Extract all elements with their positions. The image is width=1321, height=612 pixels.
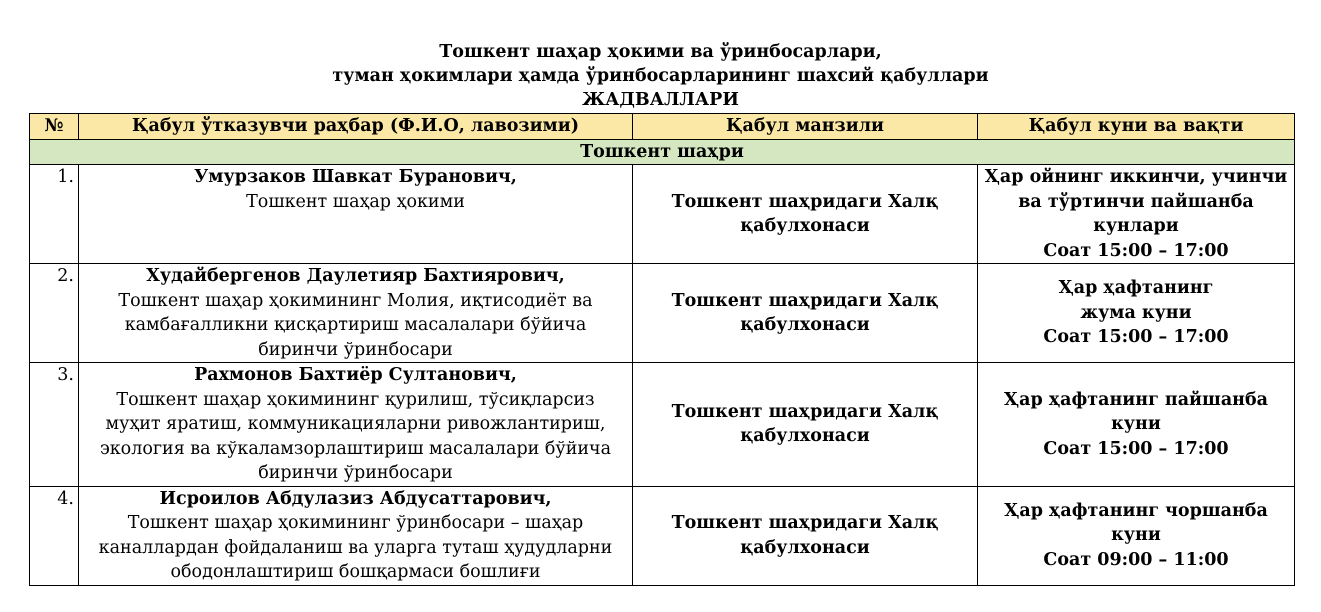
row-number: 2.	[30, 264, 79, 363]
time-line: кунлари	[1093, 216, 1179, 236]
address-line: қабулхонаси	[740, 216, 870, 236]
person-position: Тошкент шаҳар ҳокимининг Молия, иқтисодиёт ва	[118, 290, 593, 311]
time-line: Соат 15:00 – 17:00	[1043, 327, 1229, 348]
time-line: жума куни	[1080, 302, 1192, 323]
time-line: Ҳар ҳафтанинг	[1058, 278, 1214, 299]
time-cell	[978, 486, 1295, 585]
title-line-1: Тошкент шаҳар ҳокими ва ўринбосарлари,	[439, 42, 882, 62]
time-cell	[978, 264, 1295, 363]
address-line: Тошкент шаҳридаги Халқ	[671, 513, 939, 533]
table-row	[30, 363, 1295, 487]
time-line: ва тўртинчи пайшанба	[1018, 191, 1254, 212]
person-position: Тошкент шаҳар ҳокими	[246, 191, 465, 212]
time-line: Ҳар ҳафтанинг чоршанба	[1004, 500, 1268, 521]
person-cell	[79, 486, 633, 585]
row-number: 3.	[30, 363, 79, 487]
time-line: Ҳар ҳафтанинг пайшанба	[1004, 389, 1268, 410]
person-position: муҳит яратиш, коммуникацияларни ривожлантириш,	[105, 414, 606, 434]
table-row	[30, 486, 1295, 585]
time-line: куни	[1111, 525, 1161, 546]
address-line: Тошкент шаҳридаги Халқ	[671, 290, 939, 311]
address-cell	[633, 165, 978, 264]
section-row	[30, 139, 1295, 165]
time-line: Соат 09:00 – 11:00	[1043, 549, 1229, 570]
person-position: Тошкент шаҳар ҳокимининг ўринбосари – шаҳар	[127, 513, 584, 533]
person-position: камбағалликни қисқартириш масалалари бўйича	[124, 315, 587, 335]
person-name: Рахмонов Бахтиёр Султанович,	[194, 365, 517, 385]
address-line: Тошкент шаҳридаги Халқ	[671, 191, 939, 212]
person-cell	[79, 363, 633, 487]
header-person: Қабул ўтказувчи раҳбар (Ф.И.О, лавозими)	[79, 114, 633, 140]
time-line: Соат 15:00 – 17:00	[1043, 240, 1229, 261]
person-cell	[79, 264, 633, 363]
table-row	[30, 264, 1295, 363]
header-time: Қабул куни ва вақти	[978, 114, 1295, 140]
address-line: қабулхонаси	[740, 537, 870, 558]
document-title	[0, 40, 1321, 112]
time-cell	[978, 165, 1295, 264]
time-cell	[978, 363, 1295, 487]
person-cell	[79, 165, 633, 264]
address-cell	[633, 486, 978, 585]
title-line-3: ЖАДВАЛЛАРИ	[582, 90, 739, 110]
table-row	[30, 165, 1295, 264]
header-row	[30, 114, 1295, 140]
address-cell	[633, 363, 978, 487]
person-position: биринчи ўринбосари	[258, 463, 453, 483]
address-line: Тошкент шаҳридаги Халқ	[671, 401, 939, 422]
time-line: Соат 15:00 – 17:00	[1043, 438, 1229, 459]
row-number: 1.	[30, 165, 79, 264]
person-position: каналлардан фойдаланиш ва уларга туташ ҳудудларни	[98, 537, 613, 558]
address-line: қабулхонаси	[740, 426, 870, 447]
row-number: 4.	[30, 486, 79, 585]
time-line: куни	[1111, 414, 1161, 434]
address-line: қабулхонаси	[740, 315, 870, 335]
person-position: биринчи ўринбосари	[258, 339, 453, 360]
person-position: ободонлаштириш бошқармаси бошлиғи	[170, 562, 541, 582]
person-position: Тошкент шаҳар ҳокимининг қурилиш, тўсиқларсиз	[116, 389, 595, 410]
title-line-2: туман ҳокимлари ҳамда ўринбосарларининг шахсий қабуллари	[332, 66, 989, 86]
header-num: №	[30, 114, 79, 140]
section-title: Тошкент шаҳри	[30, 139, 1295, 165]
person-name: Худайбергенов Даулетияр Бахтиярович,	[146, 266, 565, 286]
header-address: Қабул манзили	[633, 114, 978, 140]
person-position: экология ва кўкаламзорлаштириш масалалари бўйича	[99, 438, 612, 459]
time-line: Ҳар ойнинг иккинчи, учинчи	[984, 167, 1288, 187]
person-name: Исроилов Абдулазиз Абдусаттарович,	[159, 488, 552, 509]
person-name: Умурзаков Шавкат Буранович,	[194, 167, 517, 187]
schedule-table	[29, 113, 1295, 586]
address-cell	[633, 264, 978, 363]
